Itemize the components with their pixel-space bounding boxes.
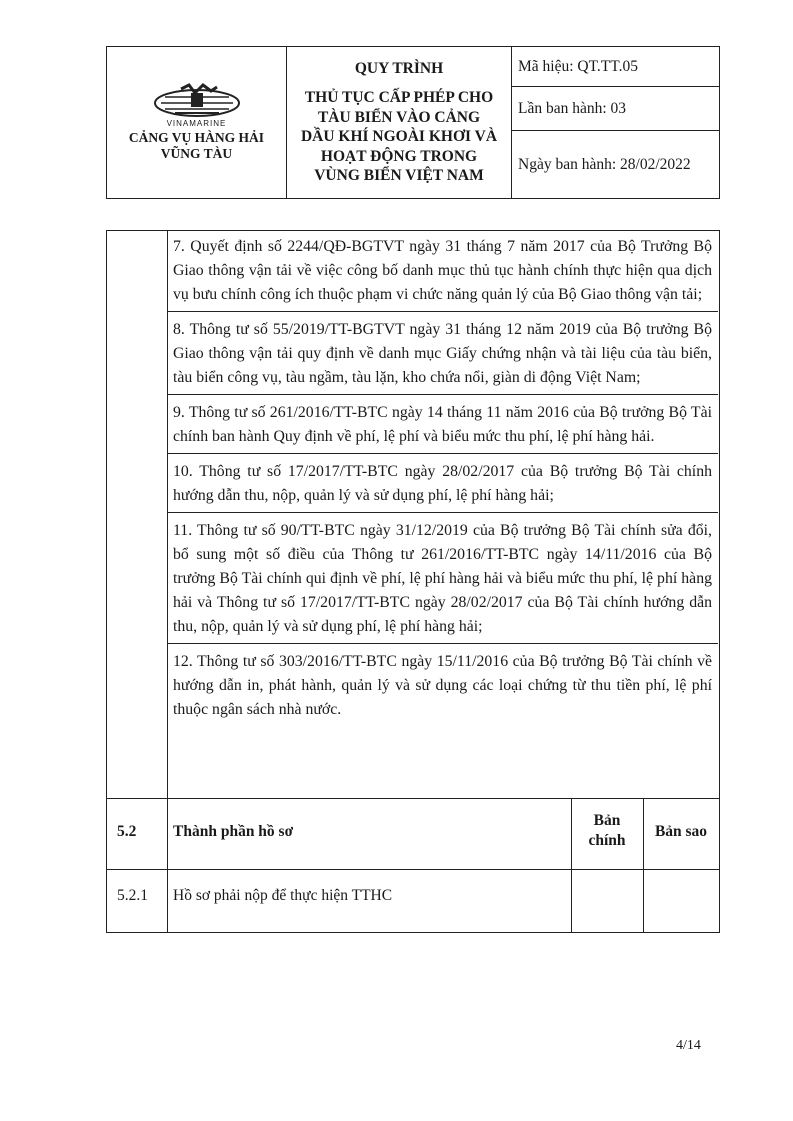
- document-header: [106, 46, 720, 199]
- subtitle-line: HOẠT ĐỘNG TRONG: [320, 147, 478, 165]
- list-item: 7. Quyết định số 2244/QĐ-BGTVT ngày 31 tháng 7 năm 2017 của Bộ Trưởng Bộ Giao thông vận tải về việc công bố danh mục thủ tục hành chính thực hiện qua dịch vụ bưu chính công ích thuộc phạm vi chức năng quản lý của Bộ Giao thông vận tải;: [173, 238, 712, 303]
- column-divider: [643, 798, 644, 932]
- list-item: 9. Thông tư số 261/2016/TT-BTC ngày 14 tháng 11 năm 2016 của Bộ trưởng Bộ Tài chính ban hành Quy định về phí, lệ phí và biểu mức thu phí, lệ phí hàng hải.: [173, 404, 712, 445]
- title-cell: [287, 47, 512, 198]
- org-name-line2: VŨNG TÀU: [160, 146, 233, 161]
- subtitle-line: DẦU KHÍ NGOÀI KHƠI VÀ: [300, 128, 498, 145]
- document-subtitle: [287, 88, 511, 186]
- org-small-label: VINAMARINE: [166, 119, 227, 128]
- content-table: [106, 230, 720, 933]
- organization-cell: [107, 47, 287, 198]
- row-divider: [107, 798, 719, 799]
- meta-cell: [512, 47, 719, 198]
- original-copy-header: [571, 811, 643, 851]
- subtitle-line: THỦ TỤC CẤP PHÉP CHO: [304, 89, 494, 106]
- section-label: Thành phần hồ sơ: [173, 823, 294, 840]
- document-code: Mã hiệu: QT.TT.05: [512, 47, 719, 87]
- subsection-label: Hồ sơ phải nộp để thực hiện TTHC: [173, 887, 393, 904]
- list-item: 10. Thông tư số 17/2017/TT-BTC ngày 28/02/2017 của Bộ trưởng Bộ Tài chính hướng dẫn thu, nộp, quản lý và sử dụng phí, lệ phí hàng hải;: [173, 463, 712, 504]
- list-item: 12. Thông tư số 303/2016/TT-BTC ngày 15/11/2016 của Bộ trưởng Bộ Tài chính về hướng dẫn in, phát hành, quản lý và sử dụng các loại chứng từ thu tiền phí, lệ phí thuộc ngân sách nhà nước.: [173, 653, 712, 718]
- legal-basis-list: [168, 231, 718, 722]
- document-title: QUY TRÌNH: [354, 60, 444, 77]
- page-number: 4/14: [676, 1038, 701, 1053]
- row-divider: [107, 869, 719, 870]
- org-name: [129, 130, 264, 162]
- issue-date: Ngày ban hành: 28/02/2022: [518, 155, 691, 173]
- subsection-code: 5.2.1: [117, 887, 148, 904]
- original-copy-header-line: chính: [588, 832, 626, 849]
- org-name-line1: CẢNG VỤ HÀNG HẢI: [128, 130, 265, 145]
- subtitle-line: VÙNG BIỂN VIỆT NAM: [314, 167, 484, 184]
- section-code: 5.2: [117, 823, 137, 840]
- duplicate-copy-header: Bản sao: [654, 823, 708, 840]
- subtitle-line: TÀU BIỂN VÀO CẢNG: [317, 108, 481, 126]
- list-item: 11. Thông tư số 90/TT-BTC ngày 31/12/2019 của Bộ trưởng Bộ Tài chính sửa đổi, bổ sung một số điều của Thông tư 261/2016/TT-BTC ngày 14/11/2016 của Bộ trưởng Bộ Tài chính qui định về phí, lệ phí hàng hải và biểu mức thu phí, lệ phí hàng hải và Thông tư số 17/2017/TT-BTC ngày 28/02/2017 của Bộ Tài chính hướng dẫn thu, nộp, quản lý và sử dụng phí, lệ phí hàng hải;: [173, 522, 712, 635]
- vinamarine-logo: [151, 83, 243, 119]
- original-copy-header-line: Bản: [593, 812, 621, 829]
- list-item: 8. Thông tư số 55/2019/TT-BGTVT ngày 31 tháng 12 năm 2019 của Bộ trưởng Bộ Giao thông vận tải quy định về danh mục Giấy chứng nhận và tài liệu của tàu biển, tàu biển công vụ, tàu ngầm, tàu lặn, kho chứa nổi, giàn di động Việt Nam;: [173, 321, 712, 386]
- issue-number: Lần ban hành: 03: [512, 87, 719, 131]
